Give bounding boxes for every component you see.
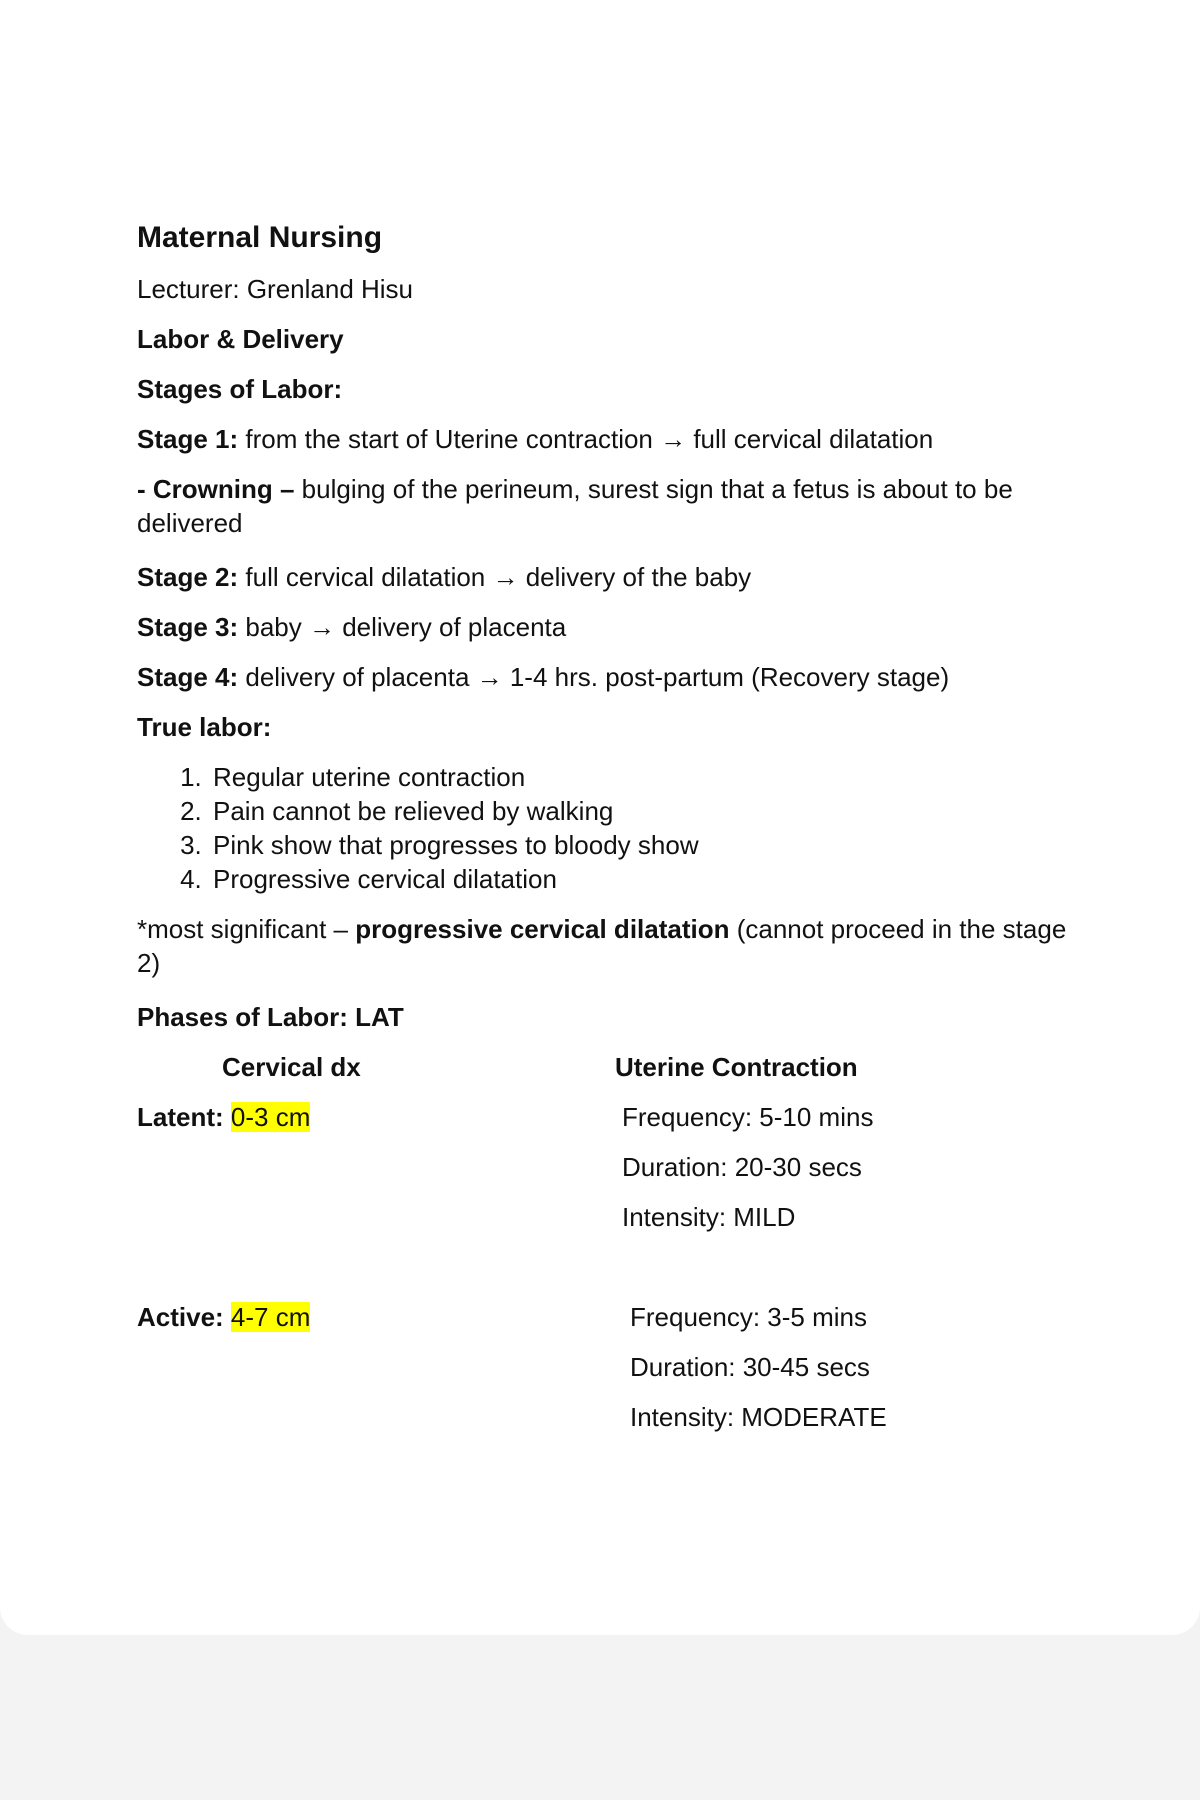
- active-range-highlight: 4-7 cm: [230, 1302, 311, 1332]
- stage-4-label: Stage 4:: [137, 662, 239, 692]
- crowning-label: - Crowning –: [137, 474, 295, 504]
- note-emphasis: progressive cervical dilatation: [355, 914, 730, 944]
- list-item: 3. Pink show that progresses to bloody show: [209, 828, 1067, 862]
- note-prefix: *most significant –: [137, 914, 356, 944]
- stage-1-line: [137, 422, 1067, 456]
- list-item: 1. Regular uterine contraction: [209, 760, 1067, 794]
- stage-4-line: [137, 660, 1067, 694]
- latent-range-highlight: 0-3 cm: [230, 1102, 311, 1132]
- table-row: [137, 1400, 1067, 1450]
- stage-2-text: full cervical dilatation → delivery of the baby: [238, 562, 752, 592]
- active-duration: Duration: 30-45 secs: [630, 1352, 870, 1382]
- table-header-row: [137, 1050, 1067, 1100]
- stage-2-line: [137, 560, 1067, 594]
- true-labor-list: [137, 760, 1067, 896]
- active-label: Active:: [137, 1302, 231, 1332]
- table-row: [137, 1300, 1067, 1350]
- list-item: 4. Progressive cervical dilatation: [209, 862, 1067, 896]
- section-heading: Labor & Delivery: [137, 324, 344, 354]
- stage-1-text: from the start of Uterine contraction → full cervical dilatation: [238, 424, 934, 454]
- empty-cell: [137, 1150, 615, 1200]
- document-title: Maternal Nursing: [137, 221, 383, 254]
- true-labor-heading: True labor:: [137, 712, 272, 742]
- empty-cell: [137, 1200, 615, 1250]
- active-intensity: Intensity: MODERATE: [630, 1402, 887, 1432]
- document-content: [137, 218, 1067, 1450]
- lecturer-line: Lecturer: Grenland Hisu: [137, 274, 414, 304]
- stages-heading: Stages of Labor:: [137, 374, 343, 404]
- header-uterine-contraction: Uterine Contraction: [615, 1052, 858, 1082]
- stage-4-text: delivery of placenta → 1-4 hrs. post-partum (Recovery stage): [238, 662, 950, 692]
- stage-3-text: baby → delivery of placenta: [238, 612, 567, 642]
- latent-label: Latent:: [137, 1102, 231, 1132]
- active-frequency: Frequency: 3-5 mins: [630, 1302, 867, 1332]
- latent-intensity: Intensity: MILD: [622, 1202, 796, 1232]
- header-cervical-dx: Cervical dx: [222, 1052, 361, 1082]
- empty-cell: [137, 1250, 615, 1300]
- crowning-text: bulging of the perineum, surest sign that a fetus is about to be delivered: [137, 474, 1013, 538]
- stage-2-label: Stage 2:: [137, 562, 239, 592]
- table-row: [137, 1350, 1067, 1400]
- phases-heading: Phases of Labor: LAT: [137, 1002, 404, 1032]
- significance-note: [137, 912, 1067, 980]
- stage-1-label: Stage 1:: [137, 424, 239, 454]
- empty-cell: [137, 1350, 615, 1400]
- table-row: [137, 1100, 1067, 1150]
- stage-3-line: [137, 610, 1067, 644]
- phases-table: [137, 1050, 1067, 1450]
- stage-3-label: Stage 3:: [137, 612, 239, 642]
- latent-phase-cell: [137, 1100, 615, 1150]
- latent-duration: Duration: 20-30 secs: [622, 1152, 862, 1182]
- note-suffix: (cannot proceed in the stage 2): [137, 914, 1067, 978]
- table-row: [137, 1150, 1067, 1200]
- crowning-line: [137, 472, 1067, 540]
- empty-cell: [137, 1400, 615, 1450]
- list-item: 2. Pain cannot be relieved by walking: [209, 794, 1067, 828]
- empty-cell: [615, 1250, 1067, 1300]
- table-spacer-row: [137, 1250, 1067, 1300]
- table-row: [137, 1200, 1067, 1250]
- latent-frequency: Frequency: 5-10 mins: [622, 1102, 874, 1132]
- active-phase-cell: [137, 1300, 615, 1350]
